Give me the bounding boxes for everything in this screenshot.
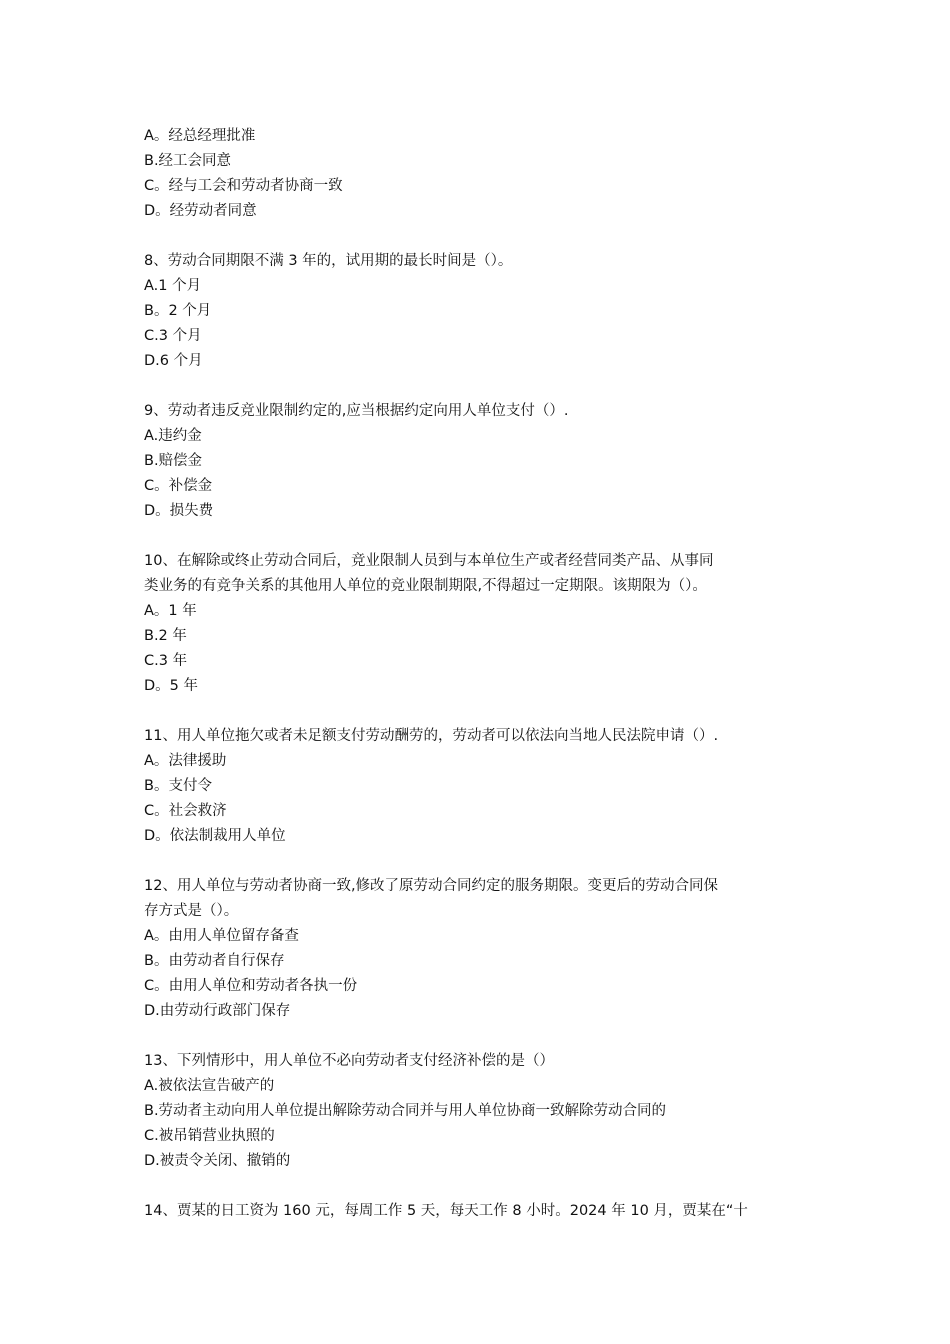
option-b: B。由劳动者自行保存 [144, 953, 285, 969]
option-b: B。支付令 [144, 778, 212, 794]
option-c: C。补偿金 [144, 478, 213, 494]
spacer [144, 224, 814, 249]
option-d: D。经劳动者同意 [144, 203, 257, 219]
question-14 [144, 1199, 814, 1224]
option-c: C。社会救济 [144, 803, 227, 819]
spacer [144, 374, 814, 399]
question-9 [144, 399, 814, 524]
option-d: D.6 个月 [144, 353, 203, 369]
question-title: 13、下列情形中，用人单位不必向劳动者支付经济补偿的是（） [144, 1053, 554, 1069]
option-c: C.3 年 [144, 653, 188, 669]
option-b: B.劳动者主动向用人单位提出解除劳动合同并与用人单位协商一致解除劳动合同的 [144, 1103, 667, 1119]
question-10 [144, 549, 814, 699]
option-d: D.被责令关闭、撤销的 [144, 1153, 291, 1169]
spacer [144, 849, 814, 874]
option-a: A.被依法宣告破产的 [144, 1078, 275, 1094]
option-c: C。经与工会和劳动者协商一致 [144, 178, 343, 194]
option-c: C.被吊销营业执照的 [144, 1128, 275, 1144]
spacer [144, 1024, 814, 1049]
spacer [144, 524, 814, 549]
question-title-line-2: 类业务的有竞争关系的其他用人单位的竞业限制期限,不得超过一定期限。该期限为（）。 [144, 578, 707, 594]
question-8 [144, 249, 814, 374]
question-title: 9、劳动者违反竞业限制约定的,应当根据约定向用人单位支付（）. [144, 403, 569, 419]
question-title-line-1: 10、在解除或终止劳动合同后，竞业限制人员到与本单位生产或者经营同类产品、从事同 [144, 553, 714, 569]
option-c: C。由用人单位和劳动者各执一份 [144, 978, 358, 994]
option-a: A。法律援助 [144, 753, 227, 769]
option-b: B。2 个月 [144, 303, 212, 319]
question-title: 11、用人单位拖欠或者未足额支付劳动酬劳的，劳动者可以依法向当地人民法院申请（）. [144, 728, 719, 744]
option-a: A.1 个月 [144, 278, 202, 294]
option-a: A。由用人单位留存备查 [144, 928, 299, 944]
question-title-line-1: 12、用人单位与劳动者协商一致,修改了原劳动合同约定的服务期限。变更后的劳动合同保 [144, 878, 719, 894]
option-c: C.3 个月 [144, 328, 202, 344]
spacer [144, 699, 814, 724]
option-b: B.经工会同意 [144, 153, 232, 169]
option-a: A。经总经理批准 [144, 128, 256, 144]
option-a: A.违约金 [144, 428, 202, 444]
document-page [144, 124, 814, 1224]
question-title: 14、贾某的日工资为 160 元，每周工作 5 天，每天工作 8 小时。2024 年 10 月，贾某在“十 [144, 1203, 748, 1219]
option-b: B.赔偿金 [144, 453, 203, 469]
option-d: D。依法制裁用人单位 [144, 828, 286, 844]
option-d: D.由劳动行政部门保存 [144, 1003, 291, 1019]
spacer [144, 1174, 814, 1199]
question-7-options [144, 124, 814, 224]
question-title-line-2: 存方式是（）。 [144, 903, 239, 919]
question-12 [144, 874, 814, 1024]
option-d: D。损失费 [144, 503, 214, 519]
question-13 [144, 1049, 814, 1174]
question-title: 8、劳动合同期限不满 3 年的，试用期的最长时间是（）。 [144, 253, 513, 269]
option-d: D。5 年 [144, 678, 198, 694]
option-b: B.2 年 [144, 628, 187, 644]
question-11 [144, 724, 814, 849]
option-a: A。1 年 [144, 603, 197, 619]
